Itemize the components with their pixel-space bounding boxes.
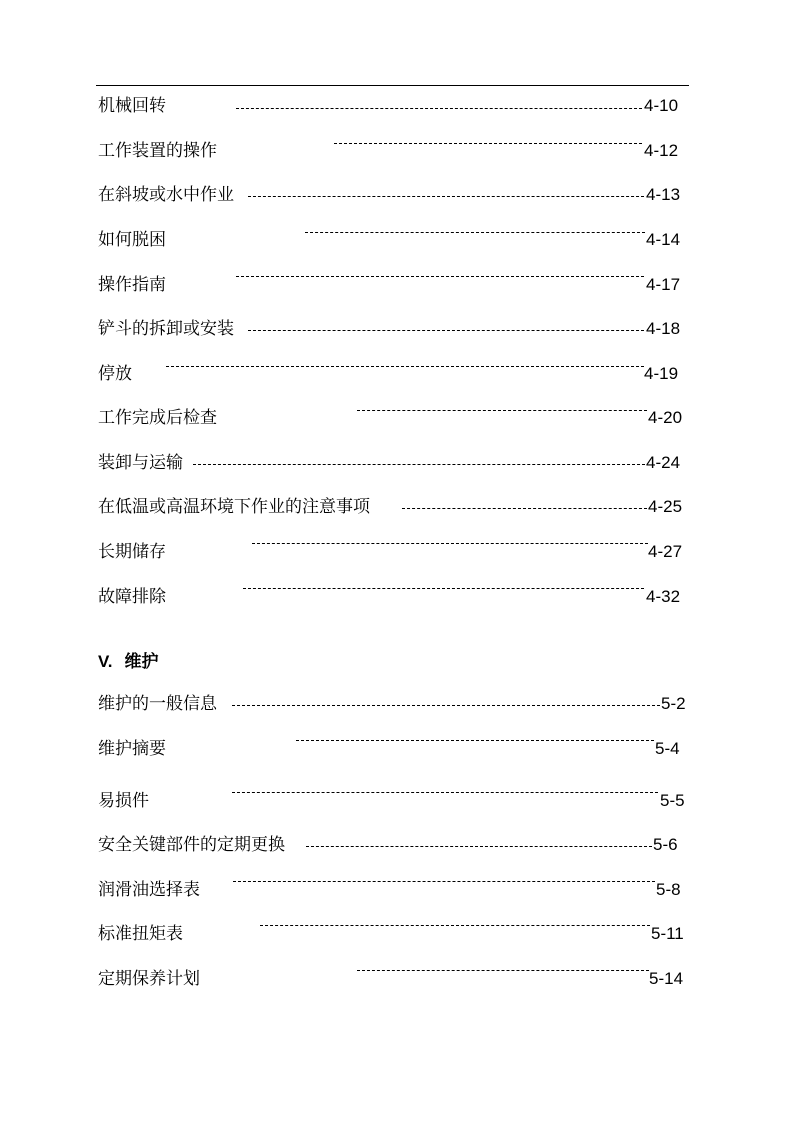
- toc-leader: [306, 846, 652, 847]
- toc-entry-page: 4-19: [644, 364, 679, 383]
- toc-entry-title: 工作装置的操作: [98, 141, 217, 161]
- section-title: 维护: [124, 652, 159, 672]
- toc-entry-page: 5-11: [651, 924, 684, 943]
- toc-entry-title: 铲斗的拆卸或安装: [98, 319, 234, 339]
- toc-entry-title: 在斜坡或水中作业: [98, 185, 234, 205]
- toc-entry-title: 装卸与运输: [98, 453, 183, 473]
- toc-leader: [233, 881, 655, 882]
- toc-entry-page: 4-10: [644, 96, 679, 115]
- toc-entry-title: 如何脱困: [98, 230, 166, 250]
- toc-entry-page: 5-14: [649, 969, 684, 988]
- toc-leader: [357, 970, 649, 971]
- toc-entry-page: 4-24: [646, 453, 681, 472]
- toc-leader: [243, 588, 644, 589]
- toc-entry-page: 4-13: [646, 185, 681, 204]
- toc-entry-page: 5-8: [656, 880, 681, 899]
- toc-entry-page: 4-32: [646, 587, 681, 606]
- toc-entry-page: 5-5: [660, 791, 685, 810]
- toc-leader: [248, 330, 644, 331]
- section-heading: [98, 652, 159, 672]
- toc-entry-page: 4-18: [646, 319, 681, 338]
- toc-entry-page: 4-12: [644, 141, 679, 160]
- toc-leader: [236, 108, 642, 109]
- toc-entry-title: 维护的一般信息: [98, 694, 217, 714]
- toc-entry-page: 5-2: [661, 694, 686, 713]
- toc-entry-title: 在低温或高温环境下作业的注意事项: [98, 497, 370, 517]
- toc-leader: [232, 792, 658, 793]
- toc-entry-title: 易损件: [98, 791, 149, 811]
- toc-entry-title: 安全关键部件的定期更换: [98, 835, 285, 855]
- toc-entry-title: 标准扭矩表: [98, 924, 183, 944]
- section-number: V.: [98, 652, 113, 671]
- toc-entry-title: 维护摘要: [98, 739, 166, 759]
- toc-leader: [402, 508, 647, 509]
- toc-leader: [236, 276, 644, 277]
- toc-entry-title: 工作完成后检查: [98, 408, 217, 428]
- toc-leader: [334, 143, 642, 144]
- toc-entry-title: 润滑油选择表: [98, 880, 200, 900]
- toc-entry-title: 定期保养计划: [98, 969, 200, 989]
- toc-entry-title: 故障排除: [98, 587, 166, 607]
- toc-entry-page: 4-20: [648, 408, 683, 427]
- toc-leader: [260, 925, 650, 926]
- toc-entry-page: 4-14: [646, 230, 681, 249]
- toc-entry-title: 长期储存: [98, 542, 166, 562]
- toc-entry-page: 5-4: [655, 739, 680, 758]
- toc-entry-title: 机械回转: [98, 96, 166, 116]
- toc-entry-page: 5-6: [653, 835, 678, 854]
- toc-leader: [296, 740, 654, 741]
- toc-entry-page: 4-25: [648, 497, 683, 516]
- top-rule: [96, 85, 689, 86]
- toc-entry-title: 操作指南: [98, 275, 166, 295]
- toc-leader: [357, 410, 647, 411]
- toc-leader: [166, 366, 644, 367]
- toc-leader: [193, 464, 645, 465]
- toc-entry-title: 停放: [98, 364, 132, 384]
- toc-leader: [305, 232, 645, 233]
- toc-leader: [252, 543, 648, 544]
- toc-entry-page: 4-27: [648, 542, 683, 561]
- toc-leader: [248, 196, 644, 197]
- toc-entry-page: 4-17: [646, 275, 681, 294]
- toc-leader: [232, 705, 660, 706]
